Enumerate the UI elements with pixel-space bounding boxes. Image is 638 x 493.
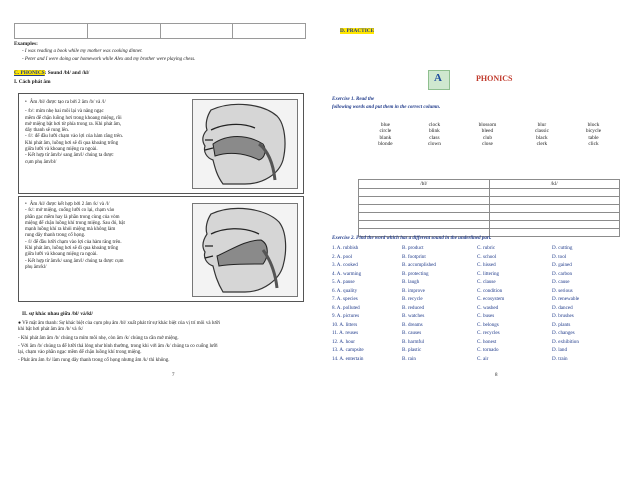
answer-row xyxy=(359,221,620,229)
question-row xyxy=(332,329,632,338)
option-d[interactable]: D. renewable xyxy=(552,296,580,302)
banner-letter: A xyxy=(434,72,442,84)
option-c[interactable]: C. hissed xyxy=(477,262,496,268)
page-number-right: 8 xyxy=(495,373,498,378)
answer-cell[interactable] xyxy=(359,197,490,205)
kl-line-7: - /l/ để đầu lưỡi chạm vào lợi của hàm răng trên. xyxy=(25,239,122,245)
option-a[interactable]: 3. A. cooked xyxy=(332,262,358,268)
option-d[interactable]: D. tool xyxy=(552,253,567,260)
kl-text xyxy=(25,202,185,271)
bl-line-5: dây thanh sẽ rung lên. xyxy=(25,128,70,134)
option-b[interactable]: B. causes xyxy=(402,330,422,336)
example-line-2: - Peter and I were doing our homework while Alex and my brother were playing chess. xyxy=(22,57,196,62)
examples-title: Examples: xyxy=(14,41,38,47)
word-cell: blonde xyxy=(378,140,393,147)
option-a[interactable]: 5. A. pause xyxy=(332,279,355,285)
word-cell: bicycle xyxy=(585,128,602,135)
option-b[interactable]: B. improve xyxy=(402,287,425,294)
bl-line-7: Khi phát âm, luồng hơi sẽ đi qua khoảng trống xyxy=(25,140,119,146)
table-cell xyxy=(233,24,305,38)
bl-line-8: giữa lưỡi và khoang miệng ra ngoài. xyxy=(25,147,98,153)
sound-column-table xyxy=(358,179,620,237)
option-c[interactable]: C. air xyxy=(477,355,489,362)
word-cell: block xyxy=(587,122,600,128)
kl-line-2: - /k/: mở miệng, cuống lưỡi co lại, chạm vào xyxy=(25,208,115,214)
word-cell: click xyxy=(588,140,599,147)
word-cell: black xyxy=(536,134,548,141)
word-table xyxy=(360,122,620,147)
kl-line-4: miệng để chặn luồng khí trong miệng. Sau đó, bật xyxy=(25,220,125,226)
kl-explanation-box xyxy=(18,196,304,302)
question-row xyxy=(332,346,632,355)
kl-line-1: • Âm /kl/ được kết hợp bởi 2 âm /k/ và /l/ xyxy=(25,202,185,208)
option-d[interactable]: D. cutting xyxy=(552,245,573,251)
answer-cell[interactable] xyxy=(359,205,490,213)
banner-title: PHONICS xyxy=(476,74,513,83)
option-b[interactable]: B. watches xyxy=(402,313,425,319)
diff-line-3: - Khi phát âm âm /b/ chúng ta mím môi nhẹ, còn âm /k/ chúng ta cần mở miệng. xyxy=(18,335,179,341)
option-c[interactable]: C. school xyxy=(477,253,497,260)
answer-cell[interactable] xyxy=(489,229,620,237)
option-b[interactable]: B. recycle xyxy=(402,296,423,302)
option-a[interactable]: 6. A. quality xyxy=(332,287,358,294)
word-cell: blink xyxy=(428,128,440,135)
question-row xyxy=(332,304,632,313)
bl-line-4: mở miệng bật hơi từ phía trong ra. Khi phát âm, xyxy=(25,121,122,127)
option-a[interactable]: 4. A. warming xyxy=(332,270,362,277)
kl-line-10: - Kết hợp từ âm/k/ sang âm/l/ chúng ta được cụm xyxy=(25,258,124,264)
word-cell: close xyxy=(481,140,493,147)
answer-cell[interactable] xyxy=(359,189,490,197)
bl-line-10: cụm phụ âm/bl/ xyxy=(25,159,57,165)
column-header-kl: /kl/ xyxy=(489,180,620,189)
exercise2-list xyxy=(332,244,632,363)
question-row xyxy=(332,287,632,296)
question-row xyxy=(332,338,632,347)
answer-cell[interactable] xyxy=(489,221,620,229)
option-a[interactable]: 14. A. entertain xyxy=(332,355,364,362)
option-b[interactable]: B. harmful xyxy=(402,338,425,345)
word-cell: clock xyxy=(428,122,441,128)
option-a[interactable]: 1. A. rubbish xyxy=(332,245,359,251)
option-d[interactable]: D. carbon xyxy=(552,270,573,277)
table-cell xyxy=(15,24,88,38)
question-row xyxy=(332,253,632,262)
option-c[interactable]: C. belongs xyxy=(477,321,499,328)
option-a[interactable]: 10. A. litters xyxy=(332,321,358,328)
option-d[interactable]: D. danced xyxy=(552,304,573,311)
word-cell: classic xyxy=(534,128,549,135)
column-header-row xyxy=(359,180,620,189)
practice-label: D. PRACTICE xyxy=(340,28,375,34)
word-cell: club xyxy=(482,134,492,141)
diff-line-4: - Với âm /b/ chúng ta để lưỡi thả lỏng như bình thường, trong khi với âm /k/ chúng ta co cuống lưỡi xyxy=(18,343,218,349)
option-b[interactable]: B. reduced xyxy=(402,304,425,311)
question-row xyxy=(332,261,632,270)
practice-heading xyxy=(340,28,374,35)
kl-line-3: phần gạc mềm hay là phần trong cùng của vòm xyxy=(25,214,120,220)
option-b[interactable]: B. footprint xyxy=(402,253,426,260)
option-d[interactable]: D. land xyxy=(552,347,567,353)
option-b[interactable]: B. plastic xyxy=(402,347,422,353)
top-table-fragment xyxy=(14,23,306,39)
option-d[interactable]: D. cause xyxy=(552,279,570,285)
question-row xyxy=(332,244,632,253)
bl-line-1: • Âm /bl/ được tạo ra bởi 2 âm /b/ và /l/ xyxy=(25,100,185,106)
answer-row xyxy=(359,197,620,205)
word-row xyxy=(360,141,620,147)
question-row xyxy=(332,278,632,287)
example-line-1: - I was reading a book while my mother was cooking dinner. xyxy=(22,49,143,54)
column-header-bl: /bl/ xyxy=(359,180,490,189)
bl-text xyxy=(25,100,185,166)
page-number-left: 7 xyxy=(172,373,175,378)
option-c[interactable]: C. littering xyxy=(477,270,500,277)
option-d[interactable]: D. changes xyxy=(552,330,575,336)
option-d[interactable]: D. plants xyxy=(552,321,571,328)
kl-line-8: Khi phát âm, luồng hơi sẽ đi qua khoảng trống xyxy=(25,246,119,252)
option-b[interactable]: B. rain xyxy=(402,355,416,362)
table-cell xyxy=(88,24,161,38)
bl-line-9: - Kết hợp từ âm/b/ sang âm/l/ chúng ta được xyxy=(25,153,114,159)
word-cell: bleed xyxy=(481,128,494,135)
phonics-label: C. PHONICS xyxy=(14,70,45,76)
diff-line-6: - Phát âm âm /b/ làm rung dây thanh trong cổ họng nhưng âm /k/ thì không. xyxy=(18,358,170,364)
question-row xyxy=(332,312,632,321)
word-cell: clerk xyxy=(536,140,548,147)
section-2-text xyxy=(18,321,318,365)
bl-line-3: mềm để chặn luồng hơi trong khoang miệng, rồi xyxy=(25,115,122,121)
mouth-diagram-kl xyxy=(192,203,298,297)
diff-line-2: khi bật hơi phát âm âm /b/ và /k/ xyxy=(18,327,84,333)
option-a[interactable]: 2. A. pool xyxy=(332,253,353,260)
section-1-title: I. Cách phát âm xyxy=(14,79,51,85)
diff-line-5: lại, chạm vào phần ngạc mềm để chặn luồng khí trong miệng. xyxy=(18,350,142,356)
kl-line-6: rung dây thanh trong cổ họng. xyxy=(25,233,86,239)
option-c[interactable]: C. tornado xyxy=(477,347,499,353)
option-d[interactable]: D. train xyxy=(552,355,568,362)
bl-explanation-box xyxy=(18,93,304,194)
section-2-title: II. sự khác nhau giữa /bl/ và/kl/ xyxy=(22,311,93,317)
option-a[interactable]: 11. A. reuses xyxy=(332,330,359,336)
option-b[interactable]: B. product xyxy=(402,245,424,251)
answer-cell[interactable] xyxy=(359,221,490,229)
answer-row xyxy=(359,205,620,213)
word-cell: blue xyxy=(380,122,390,128)
answer-cell[interactable] xyxy=(359,213,490,221)
option-c[interactable]: C. condition xyxy=(477,287,503,294)
word-cell: blur xyxy=(537,122,547,128)
option-c[interactable]: C. buses xyxy=(477,313,495,319)
option-a[interactable]: 9. A. pictures xyxy=(332,313,360,319)
option-d[interactable]: D. gained xyxy=(552,262,572,268)
option-a[interactable]: 13. A. campsite xyxy=(332,347,364,353)
option-b[interactable]: B. laugh xyxy=(402,279,420,285)
question-row xyxy=(332,355,632,364)
word-cell: blank xyxy=(379,134,392,141)
phonics-sub: : Sound /bl/ and /kl/ xyxy=(44,70,90,76)
diff-line-1: ● Về mặt âm thanh: Sự khác biệt của cụm phụ âm /bl/ xuất phát từ sự khác biệt của vị trí môi và lưỡi xyxy=(18,321,220,326)
option-c[interactable]: C. honest xyxy=(477,338,497,345)
kl-line-5: mạnh luồng khí ra khỏi miệng mà không làm xyxy=(25,227,116,233)
option-b[interactable]: B. protecting xyxy=(402,270,429,277)
word-cell: class xyxy=(429,134,440,141)
answer-row xyxy=(359,213,620,221)
answer-cell[interactable] xyxy=(489,197,620,205)
answer-row xyxy=(359,189,620,197)
option-d[interactable]: D. exhibition xyxy=(552,338,579,345)
option-b[interactable]: B. accomplished xyxy=(402,262,436,268)
answer-cell[interactable] xyxy=(489,189,620,197)
exercise2-title: Exercise 2. Find the word which has a different sound in the underlined part. xyxy=(332,236,492,241)
word-cell: clown xyxy=(427,140,441,147)
question-row xyxy=(332,270,632,279)
bl-line-2: - /b/: mím nhẹ hai môi lại và nâng ngạc xyxy=(25,109,104,115)
option-a[interactable]: 7. A. species xyxy=(332,296,358,302)
option-b[interactable]: B. dreams xyxy=(402,321,423,328)
option-c[interactable]: C. clause xyxy=(477,279,496,285)
option-a[interactable]: 12. A. hour xyxy=(332,338,355,345)
word-cell: blossom xyxy=(478,122,497,128)
option-c[interactable]: C. rubric xyxy=(477,245,496,251)
option-c[interactable]: C. washed xyxy=(477,304,499,311)
option-c[interactable]: C. ecosystem xyxy=(477,296,505,302)
option-c[interactable]: C. recycles xyxy=(477,330,500,336)
kl-line-11: phụ âm/kl/ xyxy=(25,264,47,270)
kl-line-9: giữa lưỡi và khoang miệng ra ngoài. xyxy=(25,252,98,258)
word-cell: table xyxy=(588,134,599,141)
mouth-diagram-bl xyxy=(192,99,298,189)
answer-cell[interactable] xyxy=(489,213,620,221)
option-a[interactable]: 8. A. polluted xyxy=(332,304,360,311)
word-cell: circle xyxy=(379,128,392,135)
exercise1-subtitle: following words and put them in the correct column. xyxy=(332,105,441,110)
question-row xyxy=(332,295,632,304)
answer-cell[interactable] xyxy=(489,205,620,213)
option-d[interactable]: D. brushes xyxy=(552,313,574,319)
exercise1-title: Exercise 1. Read the xyxy=(332,97,375,102)
table-cell xyxy=(161,24,234,38)
bl-line-6: - /l/: để đầu lưỡi chạm vào lợi của hàm răng trên. xyxy=(25,134,123,140)
option-d[interactable]: D. serious xyxy=(552,287,573,294)
question-row xyxy=(332,321,632,330)
section-c-heading xyxy=(14,70,89,77)
